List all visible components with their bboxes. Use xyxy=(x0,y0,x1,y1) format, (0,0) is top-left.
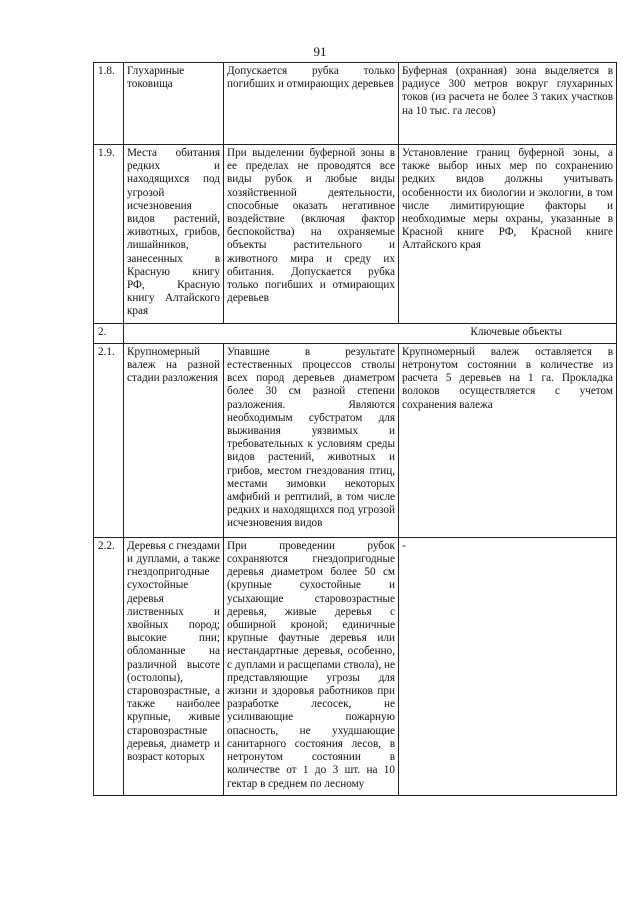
table-row xyxy=(94,63,617,145)
object-description: При проведении рубок сохраняются гнездопригодные деревья диаметром более 50 см (крупные сухостойные и усыхающие старовозрастные деревья, живые деревья с обширной кроной; единичные крупные фаутные деревья или нестандартные деревья, особенно, с дуплами и расщепами ствола), не представляющие угрозы для жизни и здоровья работников при разработке лесосек, не усиливающие пожарную опасность, не ухудшающие санитарного состояния лесов, в нетронутом состоянии в количестве от 1 до 3 шт. на 10 гектар в среднем по лесному xyxy=(224,537,399,795)
object-description: Упавшие в результате естественных процессов стволы всех пород деревьев диаметром более 30 см разной степени разложения. Являются необходимым субстратом для выживания уязвимых и требовательных к условиям среды видов растений, животных и грибов, местом гнездования птиц, местами зимовки некоторых амфибий и рептилий, в том числе редких и находящихся под угрозой исчезновения видов xyxy=(224,343,399,537)
section-title: Ключевые объекты xyxy=(124,323,617,343)
row-number: 1.8. xyxy=(94,63,124,145)
table-row xyxy=(94,537,617,795)
row-number: 2.2. xyxy=(94,537,124,795)
object-description: При выделении буферной зоны в ее пределах не проводятся все виды рубок и любые виды хозяйственной деятельности, способные оказать негативное воздействие (включая фактор беспокойства) на охраняемые объекты растительного и животного мира и среду их обитания. Допускается рубка только погибших и отмирающих деревьев xyxy=(224,145,399,324)
object-name: Места обитания редких и находящихся под угрозой исчезновения видов растений, животных, грибов, лишайников, занесенных в Красную книгу РФ, Красную книгу Алтайского края xyxy=(124,145,224,324)
page-number: 91 xyxy=(313,44,327,59)
document-table xyxy=(93,62,617,796)
page-bottom-margin xyxy=(93,838,619,905)
row-number: 1.9. xyxy=(94,145,124,324)
object-rule: Установление границ буферной зоны, а также выбор иных мер по сохранению редких видов должны учитывать особенности их биологии и экологии, в том числе лимитирующие факторы и необходимые меры охраны, указанные в Красной книге РФ, Красной книге Алтайского края xyxy=(399,145,617,324)
object-rule: Буферная (охранная) зона выделяется в радиусе 300 метров вокруг глухариных токов (из расчета не более 3 таких участков на 10 тыс. га лесов) xyxy=(399,63,617,145)
table-row xyxy=(94,343,617,537)
section-number: 2. xyxy=(94,323,124,343)
section-row xyxy=(94,323,617,343)
object-description: Допускается рубка только погибших и отмирающих деревьев xyxy=(224,63,399,145)
object-rule: Крупномерный валеж оставляется в нетронутом состоянии в количестве из расчета 5 деревьев на 1 га. Прокладка волоков осуществляется с учетом сохранения валежа xyxy=(399,343,617,537)
table-row xyxy=(94,145,617,324)
object-rule: - xyxy=(399,537,617,795)
row-number: 2.1. xyxy=(94,343,124,537)
object-name: Крупномерный валеж на разной стадии разложения xyxy=(124,343,224,537)
object-name: Глухариные токовища xyxy=(124,63,224,145)
object-name: Деревья с гнездами и дуплами, а также гнездопригодные сухостойные деревья лиственных и хвойных пород; высокие пни; обломанные на различной высоте (остолопы), старовозрастные, а также наиболее крупные, живые старовозрастные деревья, диаметр и возраст которых xyxy=(124,537,224,795)
